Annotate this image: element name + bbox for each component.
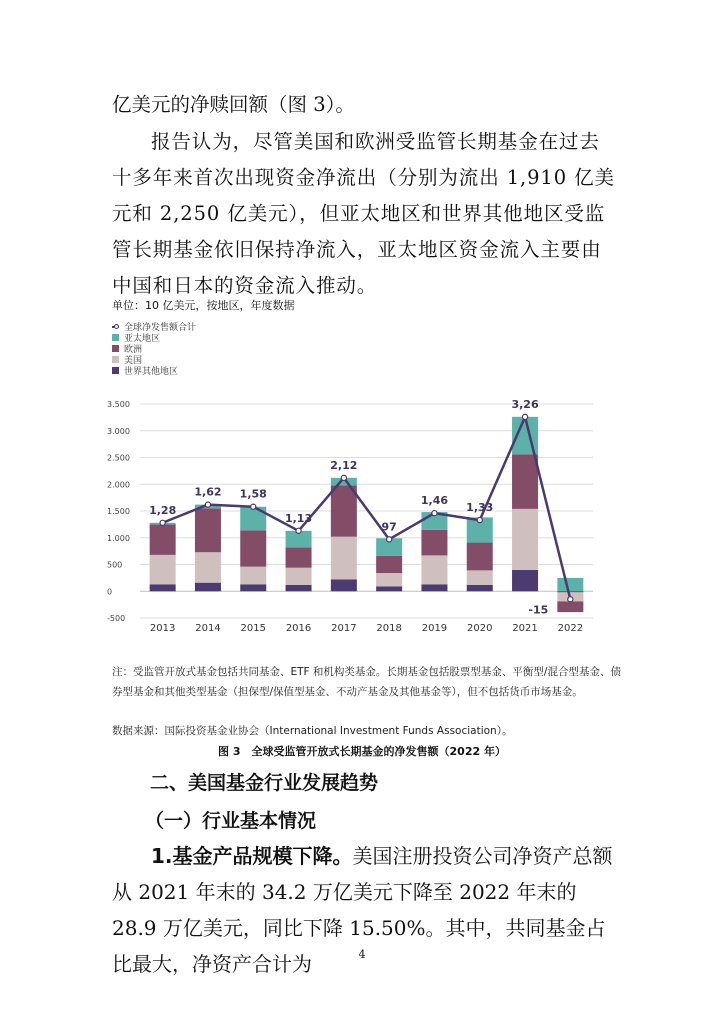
total-data-label: 1,28 xyxy=(149,503,177,517)
bar-segment xyxy=(467,543,493,571)
legend-label-total: 全球净发售额合计 xyxy=(124,323,197,333)
total-point xyxy=(568,597,573,602)
bar-segment xyxy=(331,537,357,580)
total-data-label: 2,12 xyxy=(330,458,358,472)
bar-segment xyxy=(467,570,493,584)
total-point xyxy=(477,517,482,522)
x-tick-label: 2022 xyxy=(557,623,584,634)
bar-segment xyxy=(421,530,447,556)
chart-legend xyxy=(112,321,196,376)
bar-segment xyxy=(240,567,266,585)
paragraph-3-text: 美国注册投资公司净资产总额从 2021 年末的 34.2 万亿美元下降至 2022 年末的 28.9 万亿美元，同比下降 15.50%。其中，共同基金占比最大，净资产合计为 xyxy=(112,844,613,976)
total-data-label: 1,33 xyxy=(466,501,494,515)
x-tick-label: 2017 xyxy=(331,623,357,634)
bar-segment xyxy=(467,585,493,591)
legend-swatch-asia-pacific xyxy=(112,334,119,341)
x-tick-label: 2019 xyxy=(421,623,448,634)
x-tick-label: 2020 xyxy=(467,623,493,634)
y-tick-label: -500 xyxy=(107,614,126,623)
bar-segment xyxy=(512,509,538,570)
legend-label-europe: 欧洲 xyxy=(124,345,143,355)
y-tick-label: 1.000 xyxy=(107,533,130,543)
total-data-label: 1,46 xyxy=(420,494,449,508)
legend-item-rest-of-world xyxy=(112,365,196,376)
bar-segment xyxy=(150,524,176,554)
bar-segment xyxy=(421,584,447,591)
bar-segment xyxy=(421,555,447,584)
bar-segment xyxy=(557,601,583,612)
bar-segment xyxy=(286,568,312,585)
x-tick-label: 2014 xyxy=(195,623,221,634)
paragraph-3-lead: 1.基金产品规模下降。 xyxy=(151,844,353,868)
total-data-label: 3,26 xyxy=(511,397,539,411)
y-tick-label: 3.500 xyxy=(107,400,130,409)
paragraph-2: 报告认为，尽管美国和欧洲受监管长期基金在过去十多年来首次出现资金净流出（分别为流出 1,910 亿美元和 2,250 亿美元），但亚太地区和世界其他地区受监管长期基金依旧保持净流入，亚太地区资金流入主要由中国和日本的资金流入推动。 xyxy=(112,130,615,297)
x-tick-label: 2021 xyxy=(512,623,538,634)
bar-segment xyxy=(150,555,176,584)
y-tick-label: 1.500 xyxy=(107,507,130,516)
y-tick-label: 2.500 xyxy=(107,453,130,463)
y-tick-label: 3.000 xyxy=(107,426,130,436)
bar-segment xyxy=(195,552,221,582)
x-tick-label: 2015 xyxy=(240,623,266,634)
legend-swatch-us xyxy=(112,356,119,363)
total-point xyxy=(387,537,392,542)
bar-segment xyxy=(195,508,221,552)
figure-caption: 图 3 全球受监管开放式长期基金的净发售额（2022 年） xyxy=(218,745,506,758)
figure-note: 注：受监管开放式基金包括共同基金、ETF 和机构类基金。长期基金包括股票型基金、平衡型/混合型基金、债券型基金和其他类型基金（担保型/保值型基金、不动产基金及其他基金等），但不包括货币市场基金。 xyxy=(112,666,621,698)
bar-segment xyxy=(331,485,357,536)
total-data-label: 1,62 xyxy=(194,485,222,499)
total-data-label: 97 xyxy=(381,520,397,534)
bar-segment xyxy=(240,530,266,566)
total-data-label: 1,58 xyxy=(239,487,267,501)
section-heading: 二、美国基金行业发展趋势 xyxy=(150,772,379,794)
legend-label-us: 美国 xyxy=(124,356,143,366)
bar-segment xyxy=(286,547,312,567)
page-number: 4 xyxy=(358,948,366,961)
total-point xyxy=(160,520,165,525)
total-data-label: -15 xyxy=(528,603,549,617)
total-point xyxy=(251,504,256,509)
total-point xyxy=(341,475,346,480)
x-tick-label: 2013 xyxy=(149,623,176,634)
bar-segment xyxy=(331,579,357,591)
y-tick-label: 0 xyxy=(107,587,113,597)
bar-segment xyxy=(286,585,312,591)
y-tick-label: 500 xyxy=(107,560,123,570)
bar-segment xyxy=(376,573,402,586)
paragraph-1: 亿美元的净赎回额（图 3）。 xyxy=(112,93,355,116)
legend-label-asia-pacific: 亚太地区 xyxy=(124,334,161,344)
subsection-heading: （一）行业基本情况 xyxy=(145,810,317,832)
net-sales-chart xyxy=(105,390,605,640)
bar-segment xyxy=(376,556,402,573)
chart-units: 单位：10 亿美元，按地区，年度数据 xyxy=(112,299,295,312)
bar-segment xyxy=(512,570,538,591)
total-point xyxy=(205,502,210,507)
total-point xyxy=(296,528,301,533)
bar-segment xyxy=(376,586,402,591)
total-point xyxy=(522,414,527,419)
bar-segment xyxy=(195,583,221,592)
bar-segment xyxy=(240,584,266,591)
y-tick-label: 2.000 xyxy=(107,480,130,490)
bar-segment xyxy=(150,584,176,591)
legend-swatch-rest-of-world xyxy=(112,367,119,374)
x-tick-label: 2016 xyxy=(285,623,312,634)
bar-segment xyxy=(557,578,583,591)
legend-label-rest-of-world: 世界其他地区 xyxy=(124,367,179,377)
bar-segment xyxy=(557,591,583,592)
total-data-label: 1,13 xyxy=(284,511,313,525)
legend-swatch-europe xyxy=(112,345,119,352)
bar-segment xyxy=(512,454,538,509)
legend-line-swatch xyxy=(112,323,119,330)
total-point xyxy=(432,511,437,516)
total-line xyxy=(163,417,571,599)
x-tick-label: 2018 xyxy=(376,623,402,634)
figure-source: 数据来源：国际投资基金业协会（International Investment Funds Association）。 xyxy=(112,725,513,737)
